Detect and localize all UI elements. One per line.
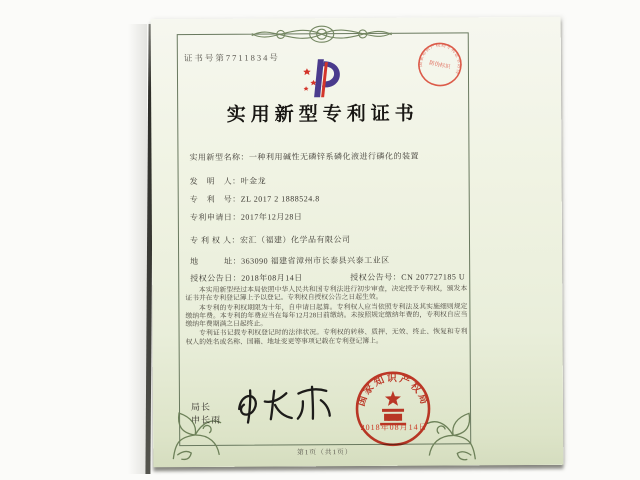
field-inventor bbox=[190, 176, 267, 187]
field-label: 专利申请日： bbox=[189, 212, 241, 223]
field-utility-model-name bbox=[189, 151, 419, 163]
cnipa-patent-logo-icon bbox=[301, 56, 345, 100]
certificate-number: 证书号第7711834号 bbox=[183, 52, 280, 64]
page-number: 第1页（共1页） bbox=[296, 449, 353, 457]
legal-paragraph: 专利证书记载专利权登记时的法律状况。专利权的转移、质押、无效、终止、恢复和专利权人的姓名或名称、国籍、地址变更等事项记载在专利登记簿上。 bbox=[185, 328, 468, 346]
field-label: 授权公告号： bbox=[350, 272, 402, 283]
field-label: 专 利 号： bbox=[189, 194, 241, 205]
field-filing-date bbox=[190, 211, 303, 223]
guilloche-ornament-icon bbox=[247, 19, 397, 50]
field-label: 授权公告日： bbox=[190, 273, 242, 284]
field-value: 2017年12月28日 bbox=[240, 212, 303, 222]
seal-date: 2018年08月14日 bbox=[360, 422, 428, 432]
field-label: 专 利 权 人： bbox=[189, 235, 241, 246]
director-title-label: 局长 bbox=[190, 401, 212, 413]
field-value: 叶金龙 bbox=[240, 176, 267, 186]
field-value: 2018年08月14日 bbox=[241, 273, 303, 283]
seal-text: 国家知识产权局 bbox=[356, 373, 430, 408]
field-value: ZL 2017 2 1888524.8 bbox=[240, 194, 320, 204]
anti-counterfeit-seal bbox=[410, 35, 469, 94]
legal-text-block bbox=[185, 285, 467, 348]
page-edge-shadow bbox=[128, 24, 147, 474]
field-patentee bbox=[190, 234, 351, 246]
ac-seal-rim-text: 国家知识产权局专利证书防伪 bbox=[417, 42, 463, 76]
field-value: 363090 福建省漳州市长泰县兴泰工业区 bbox=[241, 255, 390, 266]
field-grant-publication-number bbox=[350, 271, 465, 283]
national-emblem-icon bbox=[380, 391, 406, 426]
certificate-title: 实用新型专利证书 bbox=[226, 103, 419, 126]
field-grant-date bbox=[190, 272, 303, 284]
field-value: CN 207727185 U bbox=[401, 272, 466, 282]
field-value: 宏汇（福建）化学品有限公司 bbox=[239, 235, 351, 245]
director-signature bbox=[230, 377, 337, 431]
field-address bbox=[190, 255, 390, 267]
field-patent-number bbox=[190, 193, 320, 205]
field-label: 地 址： bbox=[190, 256, 242, 267]
cnipa-official-seal bbox=[353, 369, 433, 449]
legal-paragraph: 本实用新型经过本局依照中华人民共和国专利法进行初步审查，决定授予专利权，颁发本证书并在专利登记簿上予以登记。专利权自授权公告之日起生效。 bbox=[185, 285, 468, 303]
field-label: 实用新型名称： bbox=[189, 152, 250, 163]
legal-paragraph: 本专利的专利权期限为十年，自申请日起算。专利权人应当依照专利法及其实施细则规定缴纳年费。本专利的年费应当在每年12月28日前缴纳。未按照规定缴纳年费的，专利权自应当缴纳年费期满之日起终止。 bbox=[185, 302, 468, 329]
field-value: 一种利用碱性无磷锌系磷化液进行磷化的装置 bbox=[248, 151, 420, 162]
ac-seal-center-text: 防伪标识 bbox=[428, 60, 451, 71]
director-name-label: 申长雨 bbox=[191, 414, 222, 426]
patent-certificate bbox=[151, 17, 564, 467]
field-label: 发 明 人： bbox=[189, 176, 241, 187]
